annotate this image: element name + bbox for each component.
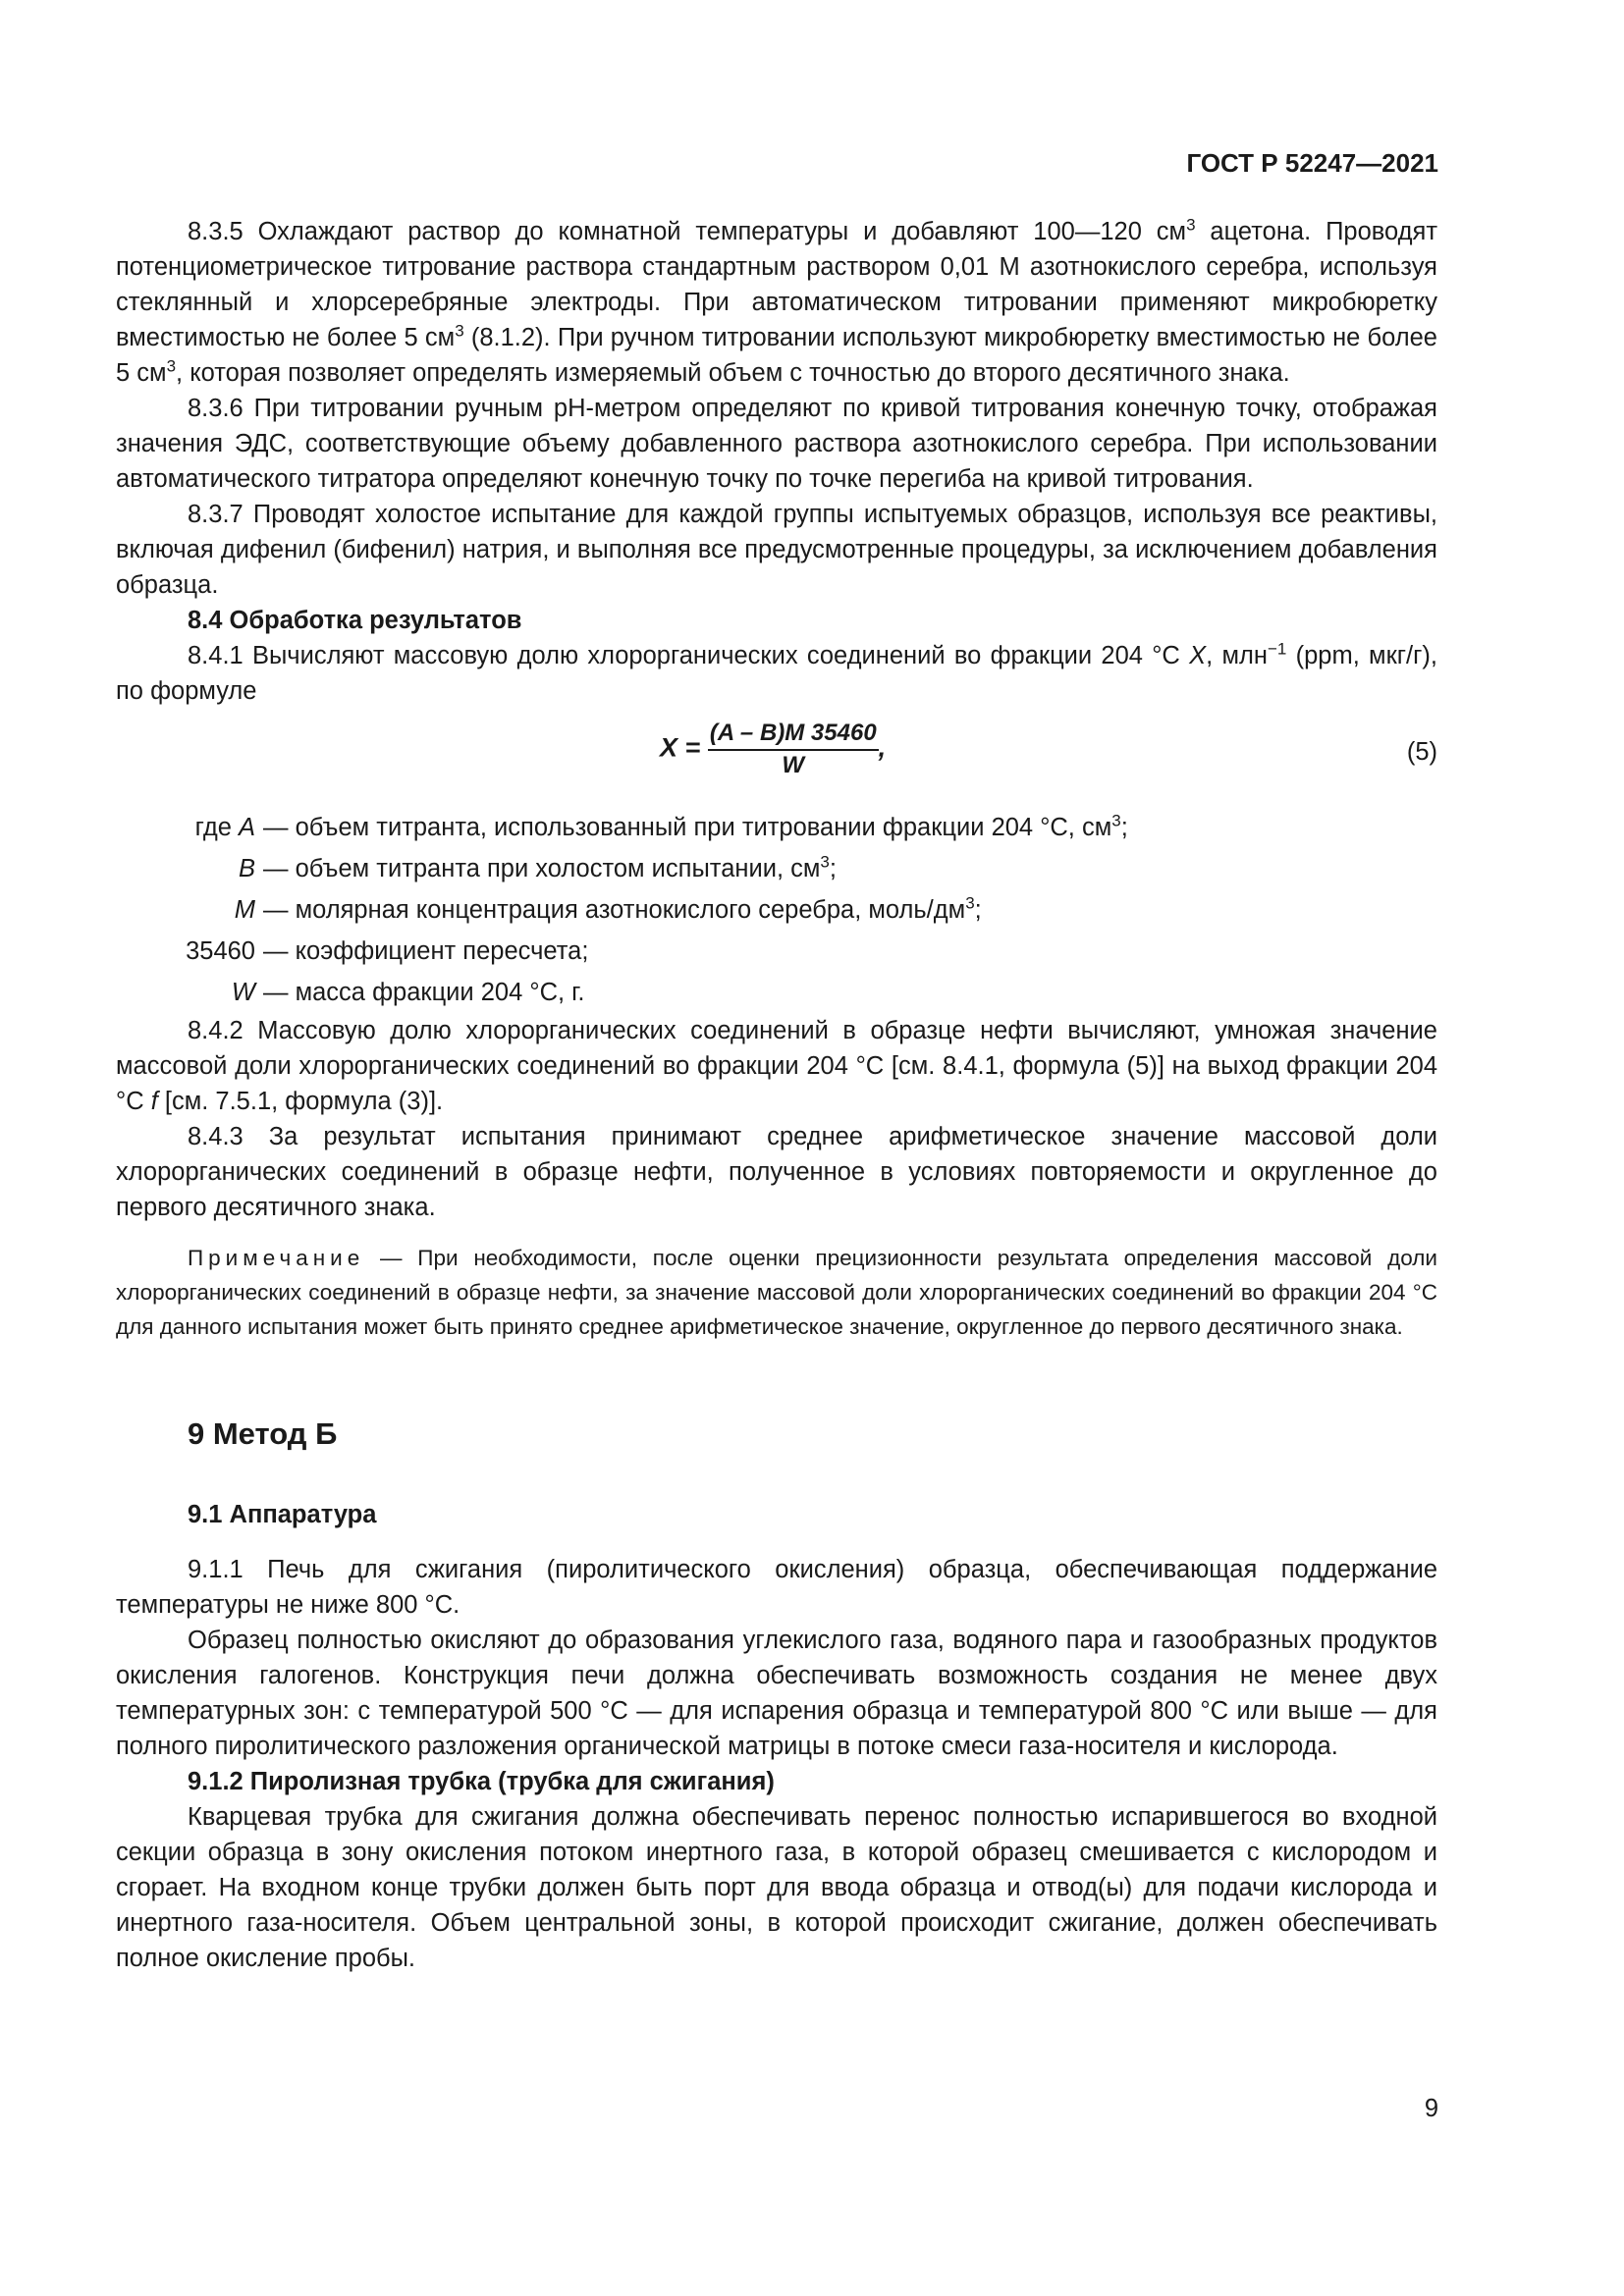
superscript-3: 3 [1186, 215, 1196, 235]
definition-body: объем титранта при холостом испытании, см [295, 855, 821, 882]
definition-body: масса фракции 204 °С, г. [295, 979, 585, 1006]
formula-lhs: X [660, 732, 678, 763]
heading-9-1: 9.1 Аппаратура [188, 1501, 377, 1528]
definition-end: ; [829, 855, 837, 882]
definition-body: объем титранта, использованный при титровании фракции 204 °С, см [295, 814, 1112, 841]
definition-body: коэффициент пересчета; [295, 937, 589, 965]
definition-end: ; [1120, 814, 1128, 841]
heading-section-9: 9 Метод Б [188, 1416, 338, 1451]
definition-sup: 3 [965, 893, 975, 913]
definition-a [116, 807, 1437, 848]
paragraph-8-4-3: 8.4.3 За результат испытания принимают среднее арифметическое значение массовой доли хлорорганических соединений в образце нефти, полученное в условиях повторяемости и округленное до первого десятичного знака. [116, 1123, 1437, 1221]
definition-symbol [116, 810, 263, 845]
formula-fraction [708, 719, 879, 780]
definition-text [263, 934, 1437, 969]
paragraph-8-3-5 [116, 214, 1437, 391]
formula-numerator: (A – B)M 35460 [708, 719, 879, 751]
formula-5 [660, 719, 886, 780]
superscript-3: 3 [166, 356, 177, 376]
formula-trail: , [878, 732, 887, 763]
paragraph-8-4-1-text-3: (ppm, мкг/г), по формуле [116, 642, 1437, 705]
definition-text [263, 892, 1437, 928]
definition-sup: 3 [820, 852, 830, 872]
paragraph-9-1-1: 9.1.1 Печь для сжигания (пиролитического окисления) образца, обеспечивающая поддержание температуры не ниже 800 °С. [116, 1556, 1437, 1619]
formula-row [116, 719, 1437, 793]
paragraph-8-4-2-text-1: 8.4.2 Массовую долю хлорорганических соединений в образце нефти вычисляют, умножая значение массовой доли хлорорганических соединений во фракции 204 °С [см. 8.4.1, формула (5)] на выход фракции 204 °С [116, 1017, 1437, 1115]
paragraph-8-3-5-text-4: , которая позволяет определять измеряемый объем с точностью до второго десятичного знака. [176, 359, 1290, 387]
standard-header: ГОСТ Р 52247—2021 [1186, 148, 1438, 178]
page-number: 9 [1424, 2095, 1438, 2122]
equation-number: (5) [1406, 738, 1437, 766]
where-prefix: где [194, 814, 239, 841]
paragraph-8-3-5-text-3: (8.1.2). При ручном титровании используют микробюретку вместимостью не более 5 см [116, 324, 1437, 387]
definition-text [263, 975, 1437, 1010]
paragraph-8-4-1-text-2: , млн [1206, 642, 1268, 669]
definition-end: ; [974, 896, 982, 924]
paragraph-9-1-1-continued: Образец полностью окисляют до образования углекислого газа, водяного пара и газообразных продуктов окисления галогенов. Конструкция печи должна обеспечивать возможность создания не менее двух температурных зон: с температурой 500 °С — для испарения образца и температурой 800 °С или выше — для полного пиролитического разложения органической матрицы в потоке смеси газа-носителя и кислорода. [116, 1627, 1437, 1760]
symbol-m: M [234, 896, 255, 924]
note-label: Примечание [188, 1246, 365, 1270]
variable-f: f [150, 1088, 158, 1115]
paragraph-8-4-1-text-1: 8.4.1 Вычисляют массовую долю хлорорганических соединений во фракции 204 °С [188, 642, 1190, 669]
paragraph-8-3-5-text-2: ацетона. Проводят потенциометрическое титрование раствора стандартным раствором 0,01 М азотнокислого серебра, используя стеклянный и хлорсеребряные электроды. При автоматическом титровании применяют микробюретку вместимостью не более 5 см [116, 218, 1438, 351]
superscript-3: 3 [455, 321, 464, 341]
definition-sup: 3 [1111, 811, 1121, 830]
symbol-a: A [238, 814, 255, 841]
note [116, 1241, 1437, 1344]
symbol-definitions [116, 807, 1437, 1013]
page-content [116, 214, 1437, 1976]
formula-equals: = [684, 732, 701, 763]
formula-denominator: W [782, 752, 805, 778]
definition-text [263, 810, 1437, 845]
note-text: — При необходимости, после оценки прецизионности результата определения массовой доли хлорорганических соединений в образце нефти, за значение массовой доли хлорорганических соединений во фракции 204 °С для данного испытания может быть принято среднее арифметическое значение, округленное до первого десятичного знака. [116, 1246, 1437, 1339]
superscript-minus-1: −1 [1267, 639, 1287, 659]
definition-dash: — [263, 896, 296, 924]
heading-8-4: 8.4 Обработка результатов [188, 607, 522, 634]
paragraph-8-4-2-text-2: [см. 7.5.1, формула (3)]. [157, 1088, 444, 1115]
definition-symbol [116, 851, 263, 886]
paragraph-8-4-1 [116, 638, 1437, 709]
paragraph-8-4-2 [116, 1013, 1437, 1119]
definition-dash: — [263, 937, 296, 965]
definition-m [116, 889, 1437, 931]
definition-symbol [116, 975, 263, 1010]
definition-w [116, 972, 1437, 1013]
definition-b [116, 848, 1437, 889]
definition-body: молярная концентрация азотнокислого серебра, моль/дм [295, 896, 966, 924]
definition-symbol [116, 934, 263, 969]
variable-x: X [1189, 642, 1207, 669]
definition-text [263, 851, 1437, 886]
paragraph-8-3-7: 8.3.7 Проводят холостое испытание для каждой группы испытуемых образцов, используя все реактивы, включая дифенил (бифенил) натрия, и выполняя все предусмотренные процедуры, за исключением добавления образца. [116, 501, 1437, 599]
definition-dash: — [263, 979, 296, 1006]
paragraph-8-3-6: 8.3.6 При титровании ручным pH-метром определяют по кривой титрования конечную точку, отображая значения ЭДС, соответствующие объему добавленного раствора азотнокислого серебра. При использовании автоматического титратора определяют конечную точку по точке перегиба на кривой титрования. [116, 395, 1437, 493]
definition-symbol [116, 892, 263, 928]
definition-35460 [116, 931, 1437, 972]
definition-dash: — [263, 814, 296, 841]
symbol-b: B [238, 855, 255, 882]
symbol-w: W [231, 979, 255, 1006]
paragraph-8-3-5-text-1: 8.3.5 Охлаждают раствор до комнатной температуры и добавляют 100—120 см [188, 218, 1187, 245]
heading-9-1-2: 9.1.2 Пиролизная трубка (трубка для сжигания) [188, 1768, 775, 1795]
symbol-35460: 35460 [186, 937, 255, 965]
paragraph-9-1-2: Кварцевая трубка для сжигания должна обеспечивать перенос полностью испарившегося во входной секции образца в зону окисления потоком инертного газа, в которой образец смешивается с кислородом и сгорает. На входном конце трубки должен быть порт для ввода образца и отвод(ы) для подачи кислорода и инертного газа-носителя. Объем центральной зоны, в которой происходит сжигание, должен обеспечивать полное окисление пробы. [116, 1803, 1437, 1972]
definition-dash: — [263, 855, 296, 882]
